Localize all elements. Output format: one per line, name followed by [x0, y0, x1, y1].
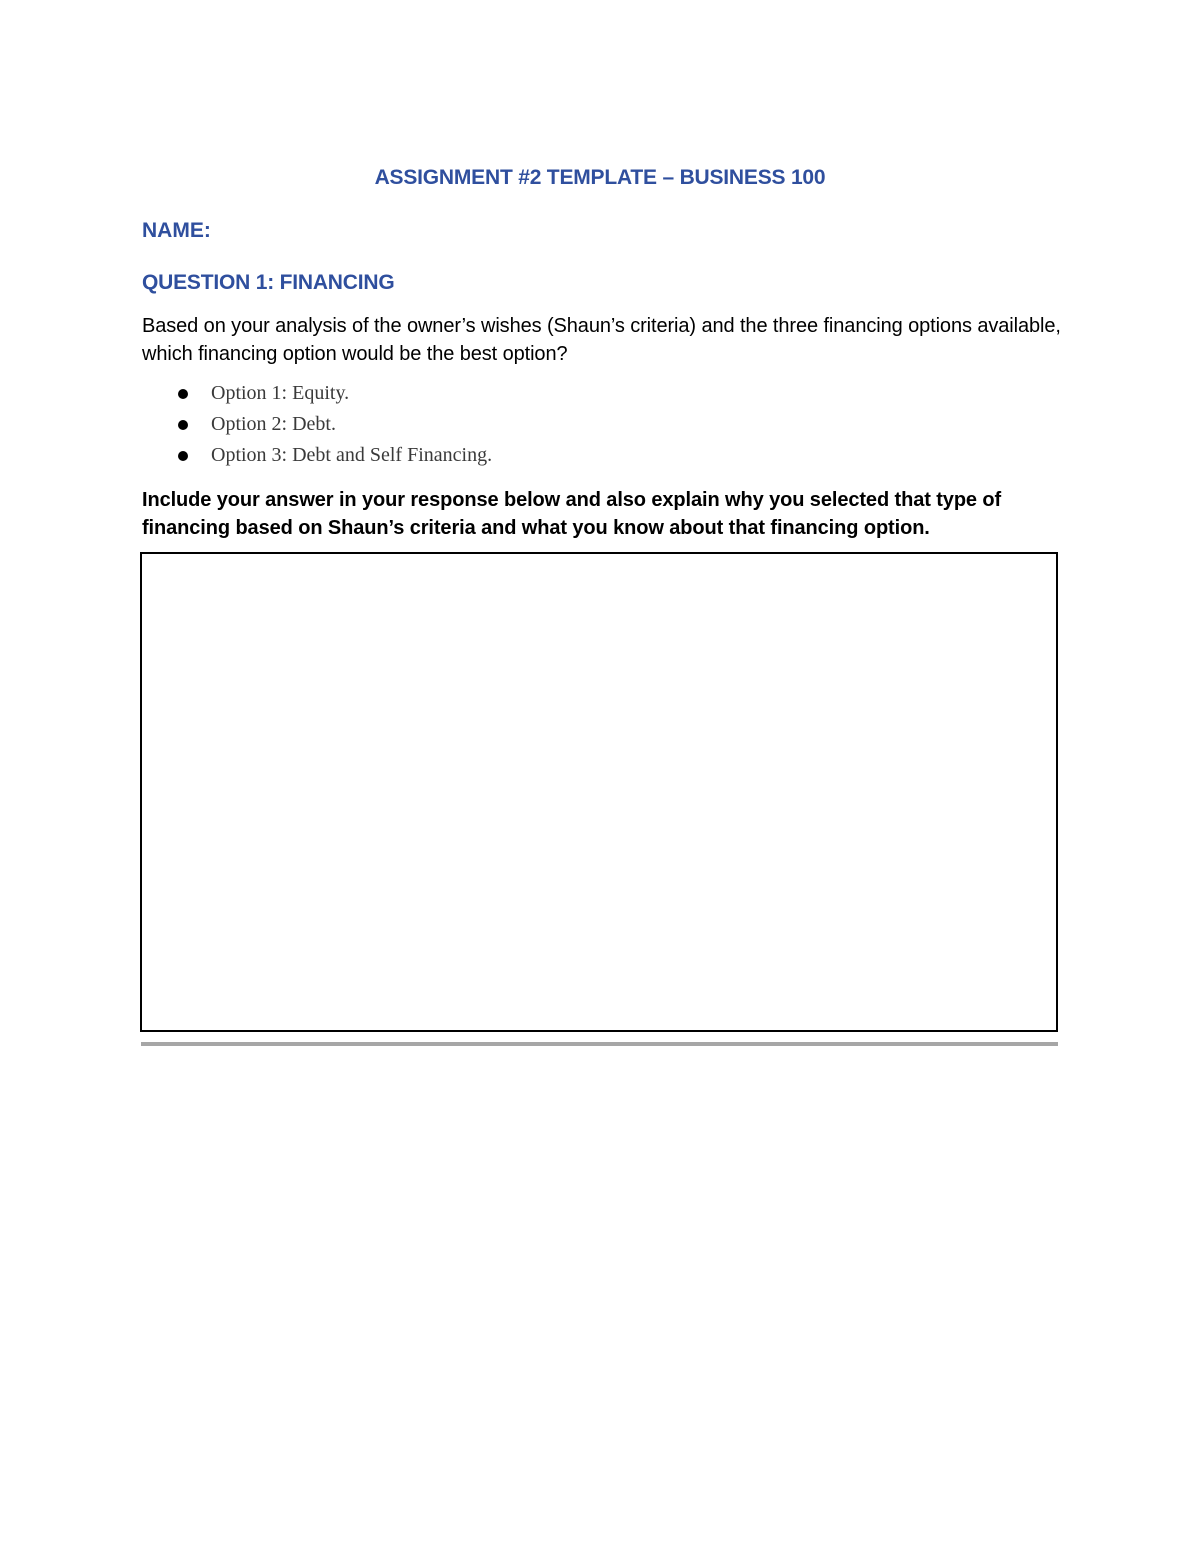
name-label: NAME: [142, 219, 211, 242]
answer-box[interactable] [140, 552, 1058, 1032]
question-text: Based on your analysis of the owner’s wishes (Shaun’s criteria) and the three financing options available, which financing option would be the best option? [142, 315, 1061, 365]
bullet-icon [178, 389, 188, 399]
instruction-text: Include your answer in your response below and also explain why you selected that type of financing based on Shaun’s criteria and what you know about that financing option. [142, 489, 1002, 539]
list-item [178, 409, 492, 440]
bullet-icon [178, 420, 188, 430]
option-label: Option 2: Debt. [211, 413, 336, 435]
option-label: Option 3: Debt and Self Financing. [211, 444, 493, 466]
horizontal-divider [141, 1042, 1058, 1046]
list-item [178, 440, 492, 471]
option-label: Option 1: Equity. [211, 382, 350, 404]
options-list [178, 378, 492, 471]
list-item [178, 378, 492, 409]
bullet-icon [178, 451, 188, 461]
question-heading: QUESTION 1: FINANCING [142, 271, 395, 294]
document-title: ASSIGNMENT #2 TEMPLATE – BUSINESS 100 [374, 166, 826, 189]
